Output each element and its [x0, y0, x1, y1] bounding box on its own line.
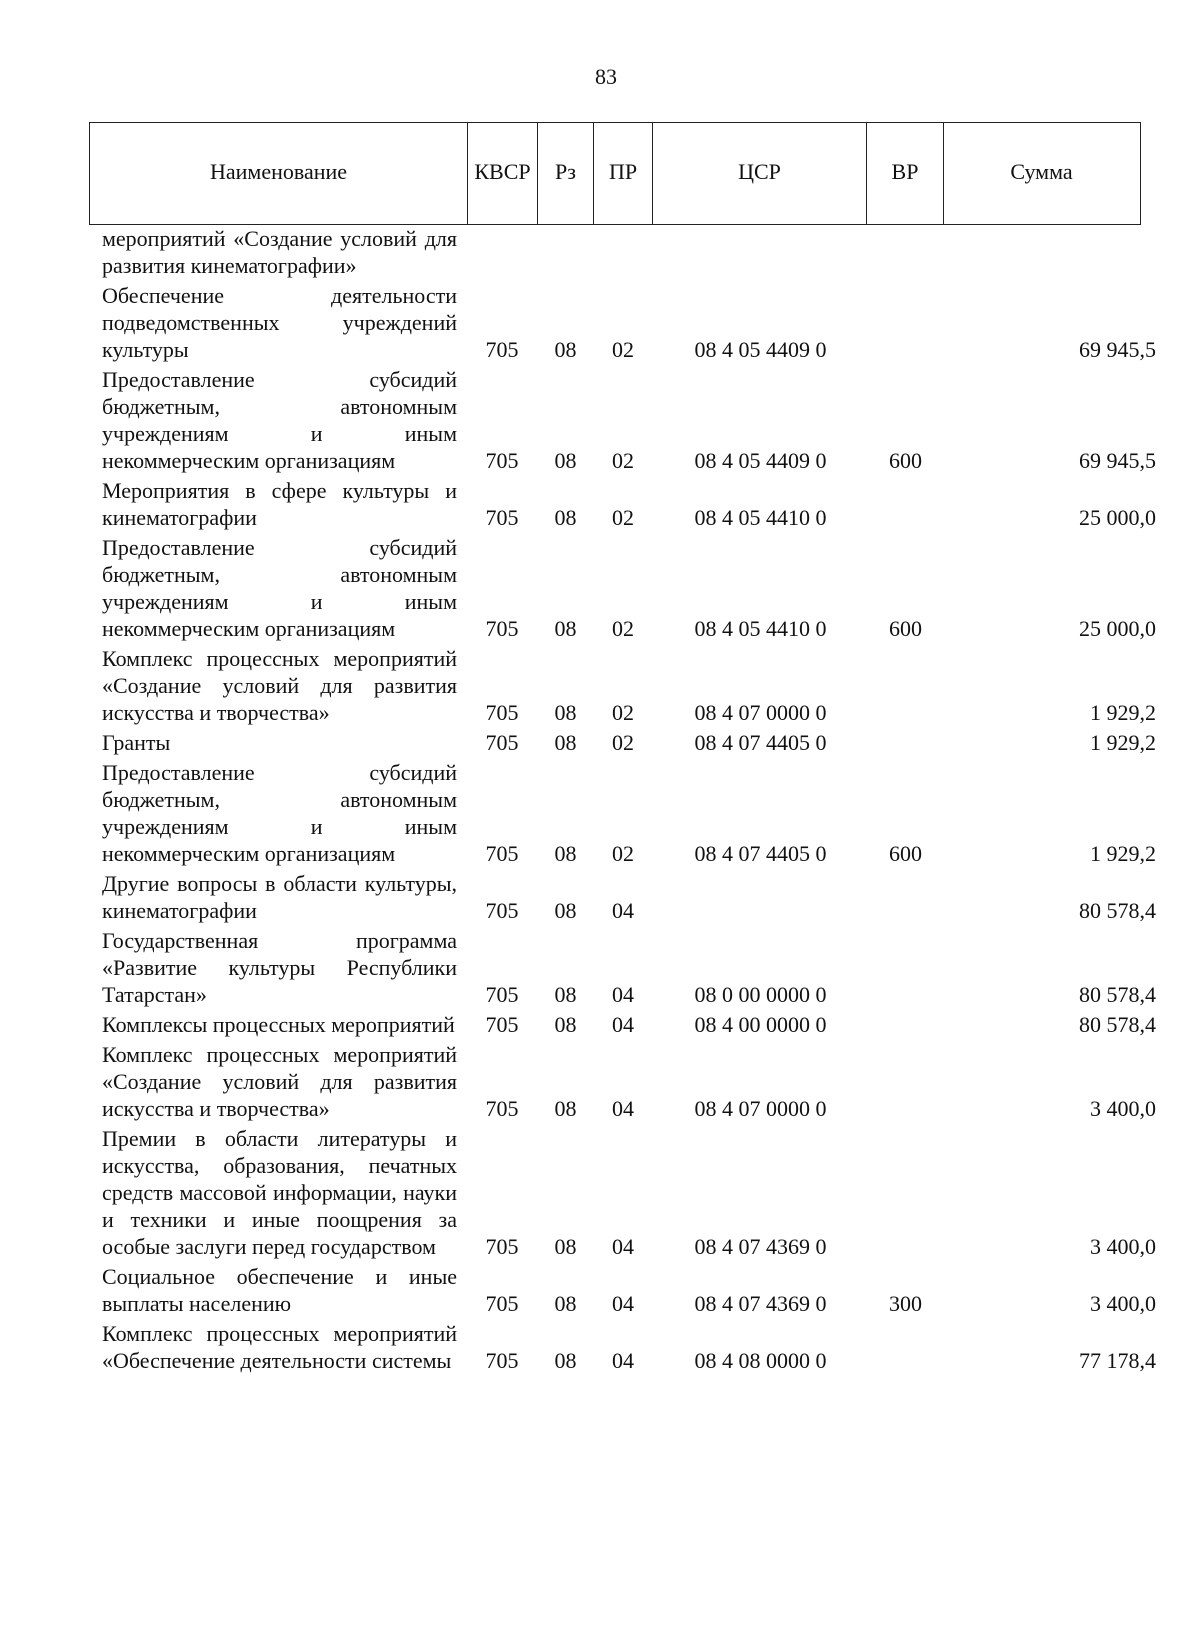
row-sum: 80 578,4	[1079, 898, 1156, 923]
row-rz: 08	[554, 730, 577, 755]
row-sum: 80 578,4	[1079, 982, 1156, 1007]
header-vr: ВР	[867, 123, 944, 224]
table-row	[0, 1125, 1200, 1260]
row-vr: 600	[889, 448, 922, 473]
table-row	[0, 1320, 1200, 1374]
row-kvsr: 705	[485, 448, 519, 473]
row-csr: 08 4 05 4410 0	[694, 505, 827, 530]
table-header	[89, 122, 1141, 225]
row-csr: 08 4 07 0000 0	[694, 700, 827, 725]
header-pr: ПР	[594, 123, 653, 224]
row-kvsr: 705	[485, 730, 519, 755]
row-pr: 04	[612, 1291, 634, 1316]
row-name: Гранты	[102, 730, 171, 755]
row-kvsr: 705	[485, 505, 519, 530]
table-body	[0, 225, 1200, 1377]
table-row	[0, 645, 1200, 726]
row-sum: 69 945,5	[1079, 448, 1156, 473]
row-sum: 3 400,0	[1090, 1096, 1156, 1121]
row-rz: 08	[554, 616, 577, 641]
table-row	[0, 1041, 1200, 1122]
row-rz: 08	[554, 841, 577, 866]
row-name: Обеспечение деятельности подведомственных учреждений культуры	[102, 283, 457, 362]
header-rz: Рз	[538, 123, 594, 224]
row-rz: 08	[554, 1291, 577, 1316]
row-pr: 04	[612, 1012, 634, 1037]
row-csr: 08 0 00 0000 0	[694, 982, 827, 1007]
page-number: 83	[595, 64, 617, 89]
row-rz: 08	[554, 505, 577, 530]
table-row	[0, 282, 1200, 363]
row-pr: 02	[612, 616, 634, 641]
row-pr: 02	[612, 448, 634, 473]
row-sum: 80 578,4	[1079, 1012, 1156, 1037]
row-name: Комплекс процессных мероприятий «Создание условий для развития искусства и творчества»	[102, 1042, 457, 1121]
row-rz: 08	[554, 898, 577, 923]
row-rz: 08	[554, 1012, 577, 1037]
row-sum: 1 929,2	[1090, 730, 1156, 755]
table-row	[0, 759, 1200, 867]
row-kvsr: 705	[485, 1096, 519, 1121]
row-csr: 08 4 05 4409 0	[694, 448, 827, 473]
header-csr: ЦСР	[653, 123, 867, 224]
row-vr: 300	[889, 1291, 922, 1316]
header-kvsr: КВСР	[468, 123, 538, 224]
row-csr: 08 4 05 4409 0	[694, 337, 827, 362]
row-sum: 77 178,4	[1079, 1348, 1156, 1373]
row-pr: 04	[612, 982, 634, 1007]
row-sum: 25 000,0	[1079, 616, 1156, 641]
row-name: Премии в области литературы и искусства, образования, печатных средств массовой информации, науки и техники и иные поощрения за особые заслуги перед государством	[102, 1126, 457, 1259]
header-name: Наименование	[90, 123, 468, 224]
row-csr: 08 4 08 0000 0	[694, 1348, 827, 1373]
row-csr: 08 4 07 4405 0	[694, 841, 827, 866]
row-kvsr: 705	[485, 616, 519, 641]
row-sum: 1 929,2	[1090, 841, 1156, 866]
row-pr: 04	[612, 1234, 634, 1259]
row-kvsr: 705	[485, 982, 519, 1007]
row-csr: 08 4 07 4369 0	[694, 1291, 827, 1316]
row-rz: 08	[554, 337, 577, 362]
row-pr: 04	[612, 1348, 634, 1373]
table-row	[0, 1263, 1200, 1317]
row-kvsr: 705	[485, 841, 519, 866]
row-name: Комплексы процессных мероприятий	[102, 1012, 455, 1037]
row-kvsr: 705	[485, 700, 519, 725]
row-rz: 08	[554, 700, 577, 725]
header-sum: Сумма	[1010, 158, 1073, 184]
row-pr: 02	[612, 337, 634, 362]
row-name: мероприятий «Создание условий для развития кинематографии»	[102, 226, 457, 278]
row-rz: 08	[554, 1096, 577, 1121]
row-pr: 02	[612, 700, 634, 725]
row-rz: 08	[554, 982, 577, 1007]
table-row	[0, 729, 1200, 756]
row-rz: 08	[554, 1348, 577, 1373]
row-kvsr: 705	[485, 1348, 519, 1373]
row-name: Государственная программа «Развитие культуры Республики Татарстан»	[102, 928, 457, 1007]
row-sum: 3 400,0	[1090, 1234, 1156, 1259]
row-name: Мероприятия в сфере культуры и кинематографии	[102, 478, 457, 530]
row-rz: 08	[554, 448, 577, 473]
row-name: Социальное обеспечение и иные выплаты населению	[102, 1264, 457, 1316]
row-sum: 3 400,0	[1090, 1291, 1156, 1316]
table-row	[0, 366, 1200, 474]
row-rz: 08	[554, 1234, 577, 1259]
row-kvsr: 705	[485, 898, 519, 923]
row-kvsr: 705	[485, 337, 519, 362]
row-kvsr: 705	[485, 1291, 519, 1316]
row-name: Предоставление субсидий бюджетным, автономным учреждениям и иным некоммерческим организациям	[102, 535, 457, 641]
row-kvsr: 705	[485, 1012, 519, 1037]
row-kvsr: 705	[485, 1234, 519, 1259]
row-sum: 1 929,2	[1090, 700, 1156, 725]
table-row	[0, 1011, 1200, 1038]
row-pr: 02	[612, 505, 634, 530]
row-csr: 08 4 00 0000 0	[694, 1012, 827, 1037]
row-pr: 04	[612, 1096, 634, 1121]
row-vr: 600	[889, 841, 922, 866]
row-pr: 02	[612, 730, 634, 755]
row-pr: 02	[612, 841, 634, 866]
row-sum: 25 000,0	[1079, 505, 1156, 530]
table-row	[0, 927, 1200, 1008]
row-csr: 08 4 07 4369 0	[694, 1234, 827, 1259]
row-name: Комплекс процессных мероприятий «Обеспечение деятельности системы	[102, 1321, 457, 1373]
row-name: Предоставление субсидий бюджетным, автономным учреждениям и иным некоммерческим организациям	[102, 760, 457, 866]
table-row	[0, 477, 1200, 531]
row-pr: 04	[612, 898, 634, 923]
row-sum: 69 945,5	[1079, 337, 1156, 362]
row-vr: 600	[889, 616, 922, 641]
table-row	[0, 225, 1200, 279]
table-row	[0, 870, 1200, 924]
row-csr: 08 4 05 4410 0	[694, 616, 827, 641]
row-name: Предоставление субсидий бюджетным, автономным учреждениям и иным некоммерческим организациям	[102, 367, 457, 473]
row-name: Другие вопросы в области культуры, кинематографии	[102, 871, 457, 923]
row-csr: 08 4 07 4405 0	[694, 730, 827, 755]
row-csr: 08 4 07 0000 0	[694, 1096, 827, 1121]
table-row	[0, 534, 1200, 642]
row-name: Комплекс процессных мероприятий «Создание условий для развития искусства и творчества»	[102, 646, 457, 725]
